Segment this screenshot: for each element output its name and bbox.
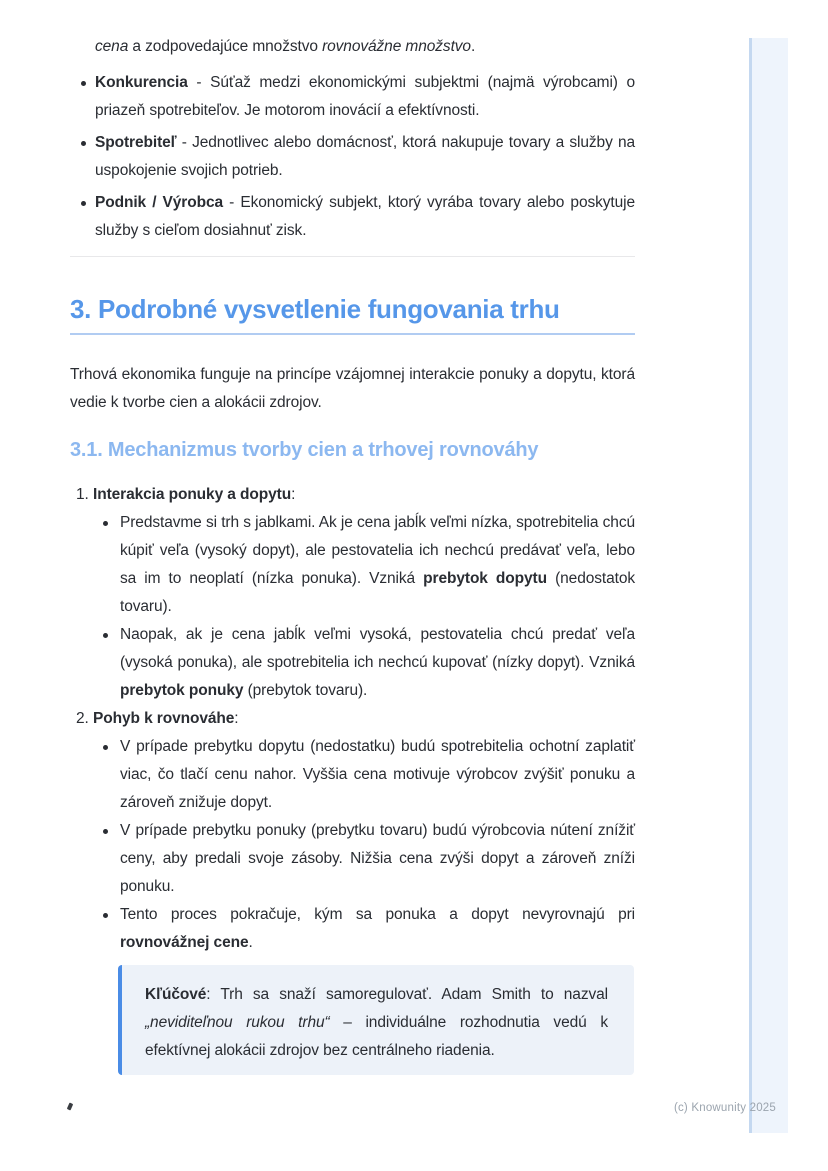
term-label: Podnik / Výrobca bbox=[95, 194, 224, 211]
term-item-podnik-vyrobca bbox=[70, 189, 635, 245]
term-dash: - bbox=[223, 194, 241, 211]
bullet-text: Tento proces pokračuje, kým sa ponuka a dopyt nevyrovnajú pri bbox=[120, 906, 635, 923]
bullet-item bbox=[70, 817, 635, 901]
term-label: Spotrebiteľ bbox=[95, 134, 177, 151]
numbered-item-2-title bbox=[70, 705, 635, 733]
bullet-bold-term: prebytok dopytu bbox=[423, 570, 547, 587]
bullet-text: V prípade prebytku ponuky (prebytku tovaru) budú výrobcovia nútení znížiť ceny, aby predali svoje zásoby. Nižšia cena zvýši dopyt a zároveň zníži ponuku. bbox=[120, 822, 635, 895]
footer-copyright: (c) Knowunity 2025 bbox=[673, 1102, 776, 1114]
section-heading: 3. Podrobné vysvetlenie fungovania trhu bbox=[70, 291, 635, 335]
term-text: Ekonomický subjekt, ktorý vyrába tovary alebo poskytuje služby s cieľom dosiahnuť zisk. bbox=[95, 194, 635, 239]
lead-italic-term: cena bbox=[95, 38, 129, 55]
ordered-list bbox=[70, 481, 635, 957]
bullet-text: Naopak, ak je cena jabĺk veľmi vysoká, pestovatelia chcú predať veľa (vysoká ponuka), ale spotrebitelia ich nechcú kupovať (nízky dopyt). Vzniká bbox=[120, 626, 635, 671]
bullet-item bbox=[70, 901, 635, 957]
callout-text: Trh sa snaží samoregulovať. Adam Smith to nazval bbox=[220, 986, 608, 1003]
bullet-item bbox=[70, 733, 635, 817]
callout-text-2: – individuálne rozhodnutia vedú k efektívnej alokácii zdrojov bez centrálneho riadenia. bbox=[145, 1014, 608, 1059]
key-callout-box bbox=[118, 965, 634, 1075]
bullet-text-post: (prebytok tovaru). bbox=[243, 682, 368, 699]
bullet-text-post: . bbox=[248, 934, 253, 951]
bullet-text: V prípade prebytku dopytu (nedostatku) budú spotrebitelia ochotní zaplatiť viac, čo tlačí cenu nahor. Vyššia cena motivuje výrobcov zvýšiť ponuku a zároveň znižuje dopyt. bbox=[120, 738, 635, 811]
term-label: Konkurencia bbox=[95, 74, 188, 91]
term-text: Súťaž medzi ekonomickými subjektmi (najmä výrobcami) o priazeň spotrebiteľov. Je motorom inovácií a efektívnosti. bbox=[95, 74, 635, 119]
page-edge-strip bbox=[749, 38, 788, 1133]
bullet-item bbox=[70, 509, 635, 621]
term-dash: - bbox=[176, 134, 193, 151]
item-title-bold: Interakcia ponuky a dopytu bbox=[93, 486, 292, 503]
term-definition-list bbox=[70, 69, 635, 245]
intro-paragraph: Trhová ekonomika funguje na princípe vzájomnej interakcie ponuky a dopytu, ktorá vedie k tvorbe cien a alokácii zdrojov. bbox=[70, 366, 635, 411]
term-item-spotrebitel bbox=[70, 129, 635, 185]
bullet-bold-term: rovnovážnej cene bbox=[120, 934, 249, 951]
bullet-bold-term: prebytok ponuky bbox=[120, 682, 244, 699]
lead-text: a zodpovedajúce množstvo bbox=[128, 38, 323, 55]
item-title-colon: : bbox=[291, 486, 296, 503]
subsection-heading: 3.1. Mechanizmus tvorby cien a trhovej rovnováhy bbox=[70, 439, 539, 461]
callout-italic-quote: „neviditeľnou rukou trhu“ bbox=[145, 1014, 330, 1031]
numbered-item-1-title bbox=[70, 481, 635, 509]
sub-bullet-list-1 bbox=[70, 509, 635, 705]
lead-period: . bbox=[470, 38, 476, 55]
bullet-item bbox=[70, 621, 635, 705]
bullet-text-post: (nedostatok tovaru). bbox=[120, 570, 635, 615]
lead-continuation-line bbox=[95, 33, 635, 61]
callout-label: Kľúčové bbox=[145, 986, 207, 1003]
cursor-mark bbox=[67, 1102, 74, 1110]
numbered-item-1 bbox=[70, 481, 635, 705]
numbered-item-2 bbox=[70, 705, 635, 957]
document-content bbox=[70, 33, 635, 1075]
term-item-konkurencia bbox=[70, 69, 635, 125]
callout-colon: : bbox=[206, 986, 221, 1003]
item-title-bold: Pohyb k rovnováhe bbox=[93, 710, 235, 727]
term-text: Jednotlivec alebo domácnosť, ktorá nakupuje tovary a služby na uspokojenie svojich potrieb. bbox=[95, 134, 635, 179]
lead-italic-term-2: rovnovážne množstvo bbox=[322, 38, 471, 55]
item-title-colon: : bbox=[234, 710, 239, 727]
item-number: 2. bbox=[76, 710, 89, 727]
bullet-text: Predstavme si trh s jablkami. Ak je cena jabĺk veľmi nízka, spotrebitelia chcú kúpiť veľa (vysoký dopyt), ale pestovatelia ich nechcú predávať veľa, lebo sa im to neoplatí (nízka ponuka). Vzniká bbox=[120, 514, 635, 587]
section-divider bbox=[70, 256, 635, 257]
term-dash: - bbox=[187, 74, 211, 91]
sub-bullet-list-2 bbox=[70, 733, 635, 957]
item-number: 1. bbox=[76, 486, 89, 503]
